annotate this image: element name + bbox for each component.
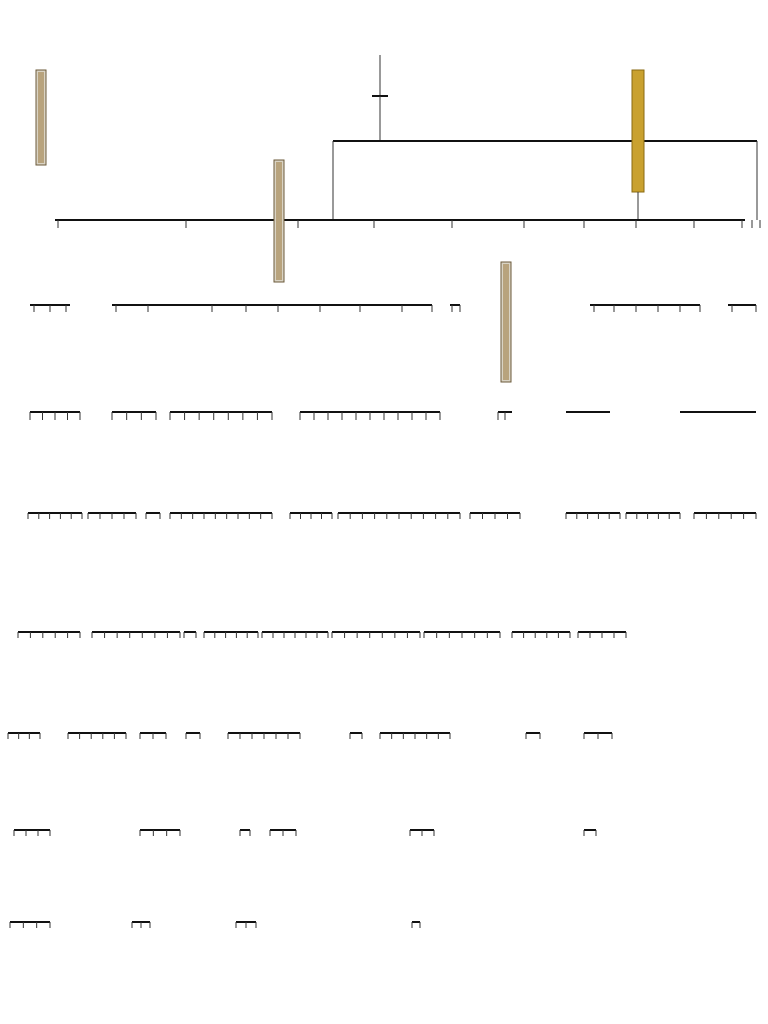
tier2-group xyxy=(30,305,756,312)
lower-generations xyxy=(8,513,756,928)
tier1-group xyxy=(58,220,760,228)
portrait-left-inner xyxy=(276,162,282,280)
tier3-group xyxy=(30,412,756,420)
crest-image-inner xyxy=(38,72,44,163)
portrait-gold xyxy=(632,70,644,192)
root-ancestor xyxy=(372,55,388,141)
portrait-middle-inner xyxy=(503,264,509,380)
title-block xyxy=(36,70,46,165)
